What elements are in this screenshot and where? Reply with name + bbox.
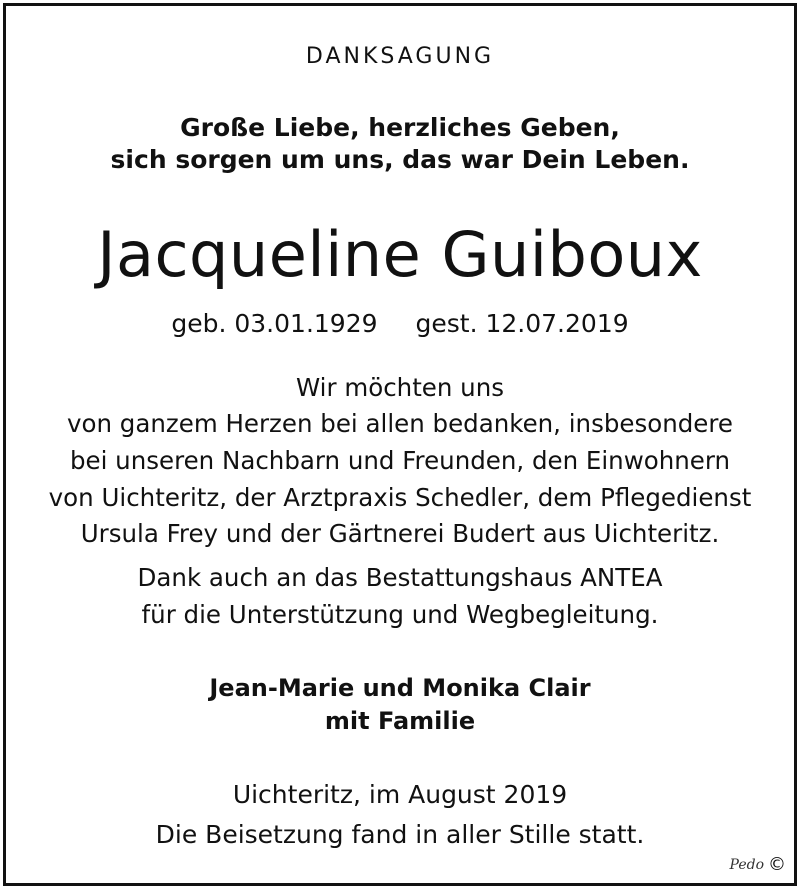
deceased-name: Jacqueline Guiboux — [97, 218, 703, 291]
notice-heading: DANKSAGUNG — [305, 44, 495, 69]
thanks-line-3: bei unseren Nachbarn und Freunden, den Einwohnern — [69, 446, 731, 475]
burial-note: Die Beisetzung fand in aller Stille statt. — [155, 820, 645, 849]
thanks-line-1: Wir möchten uns — [295, 373, 505, 402]
death-date: gest. 12.07.2019 — [415, 309, 629, 338]
artist-mark: Pedo — [729, 857, 764, 873]
place-and-date: Uichteritz, im August 2019 — [232, 780, 568, 809]
thanks-line-6: Dank auch an das Bestattungshaus ANTEA — [137, 563, 663, 592]
verse-line-2: sich sorgen um uns, das war Dein Leben. — [110, 145, 690, 174]
birth-date: geb. 03.01.1929 — [171, 309, 378, 338]
signature-line-1: Jean-Marie und Monika Clair — [209, 674, 591, 702]
signature-line-2: mit Familie — [324, 707, 476, 735]
life-dates — [0, 311, 800, 336]
verse-line-1: Große Liebe, herzliches Geben, — [180, 113, 620, 142]
thanks-line-7: für die Unterstützung und Wegbegleitung. — [141, 600, 659, 629]
thanks-line-4: von Uichteritz, der Arztpraxis Schedler, dem Pflegedienst — [48, 483, 752, 512]
thanks-line-5: Ursula Frey und der Gärtnerei Budert aus Uichteritz. — [80, 519, 720, 548]
copyright-icon: © — [768, 854, 786, 875]
thanks-line-2: von ganzem Herzen bei allen bedanken, insbesondere — [67, 409, 733, 438]
